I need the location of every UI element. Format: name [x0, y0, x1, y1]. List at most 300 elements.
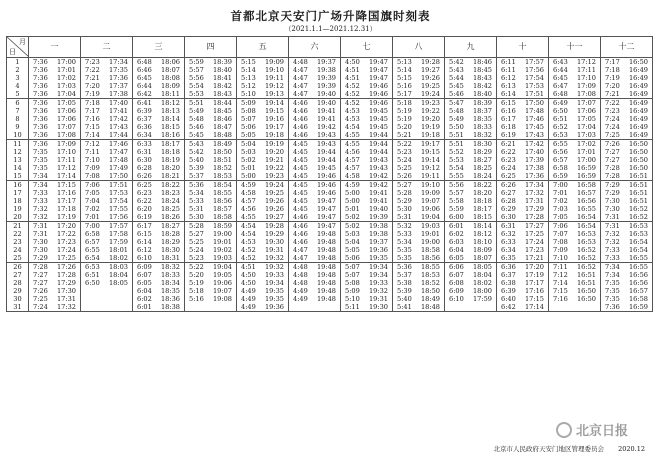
lower-time: 17:01 — [576, 148, 596, 156]
raise-time: 6:36 — [137, 123, 152, 131]
raise-lower-time — [133, 148, 184, 156]
lower-time: 19:34 — [264, 279, 284, 287]
raise-lower-time — [29, 156, 80, 164]
lower-time: 19:41 — [316, 115, 336, 123]
raise-time: 5:38 — [397, 279, 412, 287]
lower-time: 18:09 — [160, 82, 180, 90]
raise-time: 7:30 — [605, 205, 620, 213]
lower-time: 19:35 — [264, 287, 284, 295]
raise-time: 5:59 — [449, 205, 464, 213]
time-cell — [497, 58, 549, 99]
raise-lower-time — [601, 271, 652, 279]
lower-time: 16:49 — [628, 107, 648, 115]
raise-time: 7:10 — [85, 156, 100, 164]
lower-time: 19:28 — [420, 58, 440, 66]
lower-time: 16:51 — [628, 181, 648, 189]
raise-time: 4:52 — [241, 246, 256, 254]
raise-time: 5:22 — [397, 140, 412, 148]
lower-time: 17:25 — [56, 254, 76, 262]
raise-time: 4:51 — [345, 66, 360, 74]
lower-time: 17:48 — [524, 107, 544, 115]
day-group-row — [7, 58, 653, 99]
lower-time: 16:49 — [628, 90, 648, 98]
time-cell — [497, 140, 549, 181]
raise-time: 4:57 — [241, 197, 256, 205]
raise-time: 7:27 — [605, 148, 620, 156]
raise-lower-time — [601, 74, 652, 82]
raise-lower-time — [289, 82, 340, 90]
raise-time: 5:21 — [397, 131, 412, 139]
raise-lower-time — [185, 263, 236, 271]
raise-time: 5:37 — [189, 172, 204, 180]
raise-lower-time — [601, 230, 652, 238]
raise-time: 6:12 — [501, 74, 516, 82]
raise-time: 6:24 — [501, 164, 516, 172]
raise-time: 6:51 — [553, 115, 568, 123]
time-cell — [29, 140, 81, 181]
raise-time: 5:01 — [241, 164, 256, 172]
raise-lower-time — [185, 213, 236, 221]
raise-time: 5:41 — [397, 303, 412, 311]
time-cell — [237, 58, 289, 99]
raise-lower-time — [497, 58, 548, 66]
raise-time: 4:54 — [345, 123, 360, 131]
lower-time: 17:49 — [108, 164, 128, 172]
raise-lower-time — [601, 131, 652, 139]
time-cell — [497, 181, 549, 222]
raise-lower-time — [289, 254, 340, 262]
day-number-cell — [7, 140, 29, 181]
raise-time: 7:06 — [553, 222, 568, 230]
raise-lower-time — [29, 181, 80, 189]
raise-time: 6:04 — [137, 287, 152, 295]
lower-time: 19:29 — [264, 230, 284, 238]
raise-time: 7:36 — [33, 74, 48, 82]
raise-lower-time — [289, 197, 340, 205]
raise-time: 4:48 — [293, 58, 308, 66]
time-cell — [237, 140, 289, 181]
raise-lower-time — [289, 222, 340, 230]
day-number: 17 — [13, 189, 22, 197]
raise-lower-time — [289, 287, 340, 295]
lower-time: 19:42 — [316, 123, 336, 131]
raise-lower-time — [237, 131, 288, 139]
lower-time: 17:32 — [524, 189, 544, 197]
raise-time: 7:15 — [85, 123, 100, 131]
raise-lower-time — [497, 205, 548, 213]
raise-time: 7:22 — [605, 99, 620, 107]
lower-time: 17:18 — [56, 205, 76, 213]
raise-time: 6:21 — [501, 140, 516, 148]
lower-time: 17:59 — [108, 238, 128, 246]
raise-lower-time — [393, 164, 444, 172]
month-label: 月 — [19, 38, 26, 46]
raise-time: 7:31 — [33, 222, 48, 230]
lower-time: 17:58 — [108, 230, 128, 238]
raise-time: 4:54 — [241, 230, 256, 238]
lower-time: 16:52 — [576, 263, 596, 271]
raise-lower-time — [81, 189, 132, 197]
raise-lower-time — [81, 238, 132, 246]
lower-time: 18:33 — [472, 123, 492, 131]
raise-time: 5:36 — [397, 263, 412, 271]
lower-time: 19:38 — [316, 66, 336, 74]
lower-time: 19:47 — [368, 74, 388, 82]
lower-time: 19:37 — [368, 238, 388, 246]
time-cell — [341, 58, 393, 99]
raise-lower-time — [549, 156, 600, 164]
lower-time: 18:03 — [108, 263, 128, 271]
raise-lower-time — [549, 90, 600, 98]
raise-time: 7:11 — [85, 148, 100, 156]
raise-lower-time — [237, 164, 288, 172]
lower-time: 17:57 — [108, 222, 128, 230]
raise-time: 7:36 — [33, 66, 48, 74]
raise-lower-time — [133, 246, 184, 254]
day-number: 22 — [13, 230, 22, 238]
raise-lower-time — [29, 238, 80, 246]
raise-lower-time — [601, 197, 652, 205]
raise-lower-time — [549, 123, 600, 131]
raise-time: 5:51 — [449, 140, 464, 148]
raise-time: 4:47 — [293, 246, 308, 254]
raise-time: 7:28 — [33, 263, 48, 271]
raise-lower-time — [445, 123, 496, 131]
lower-time: 16:50 — [628, 58, 648, 66]
lower-time: 16:56 — [576, 197, 596, 205]
raise-time: 6:33 — [137, 140, 152, 148]
lower-time: 16:57 — [628, 287, 648, 295]
raise-lower-time — [289, 263, 340, 271]
lower-time: 18:50 — [212, 148, 232, 156]
lower-time: 18:07 — [472, 254, 492, 262]
raise-lower-time — [601, 115, 652, 123]
lower-time: 19:23 — [420, 99, 440, 107]
raise-lower-time — [601, 123, 652, 131]
time-cell — [29, 263, 81, 312]
raise-lower-time — [185, 131, 236, 139]
raise-lower-time — [497, 213, 548, 221]
lower-time: 18:01 — [108, 246, 128, 254]
lower-time: 18:32 — [160, 263, 180, 271]
raise-lower-time — [81, 123, 132, 131]
raise-time: 5:45 — [449, 82, 464, 90]
raise-lower-time — [549, 140, 600, 148]
raise-time: 4:50 — [241, 279, 256, 287]
lower-time: 17:32 — [56, 303, 76, 311]
raise-lower-time — [133, 295, 184, 303]
raise-lower-time — [497, 74, 548, 82]
raise-lower-time — [445, 148, 496, 156]
raise-time: 6:42 — [137, 90, 152, 98]
raise-time: 6:44 — [137, 82, 152, 90]
raise-lower-time — [185, 140, 236, 148]
lower-time: 17:25 — [524, 230, 544, 238]
lower-time: 19:39 — [368, 213, 388, 221]
raise-time: 5:19 — [397, 115, 412, 123]
watermark — [556, 420, 628, 439]
lower-time: 18:40 — [472, 90, 492, 98]
raise-time: 6:14 — [501, 90, 516, 98]
time-cell — [81, 222, 133, 263]
raise-time: 5:35 — [397, 254, 412, 262]
lower-time: 19:20 — [264, 148, 284, 156]
raise-time: 5:13 — [397, 58, 412, 66]
raise-lower-time — [185, 238, 236, 246]
raise-time: 6:48 — [553, 90, 568, 98]
raise-time: 6:58 — [553, 164, 568, 172]
lower-time: 18:53 — [420, 271, 440, 279]
raise-time: 4:45 — [293, 164, 308, 172]
raise-time: 7:21 — [85, 74, 100, 82]
lower-time: 18:12 — [472, 230, 492, 238]
raise-lower-time — [133, 123, 184, 131]
raise-time: 4:48 — [293, 271, 308, 279]
raise-time: 4:45 — [293, 189, 308, 197]
raise-time: 6:55 — [553, 140, 568, 148]
raise-lower-time — [81, 148, 132, 156]
lower-time: 19:22 — [420, 107, 440, 115]
raise-time: 6:35 — [501, 254, 516, 262]
lower-time: 19:02 — [212, 246, 232, 254]
raise-lower-time — [549, 148, 600, 156]
day-number: 3 — [15, 74, 20, 82]
raise-time: 7:35 — [605, 295, 620, 303]
raise-lower-time — [445, 115, 496, 123]
lower-time: 19:46 — [316, 189, 336, 197]
raise-lower-time — [445, 189, 496, 197]
raise-lower-time — [237, 230, 288, 238]
raise-lower-time — [393, 107, 444, 115]
lower-time: 17:08 — [56, 131, 76, 139]
raise-time: 6:11 — [501, 58, 516, 66]
lower-time: 17:29 — [524, 205, 544, 213]
lower-time: 18:43 — [472, 74, 492, 82]
raise-lower-time — [185, 82, 236, 90]
raise-time: 6:04 — [449, 246, 464, 254]
raise-lower-time — [445, 82, 496, 90]
lower-time: 18:12 — [160, 99, 180, 107]
raise-lower-time — [289, 90, 340, 98]
raise-time: 6:54 — [85, 254, 100, 262]
lower-time: 18:54 — [212, 181, 232, 189]
lower-time: 18:31 — [160, 254, 180, 262]
raise-time: 4:49 — [241, 295, 256, 303]
lower-time: 19:07 — [420, 197, 440, 205]
raise-lower-time — [237, 303, 288, 311]
lower-time: 18:06 — [160, 58, 180, 66]
day-number: 27 — [13, 271, 22, 279]
day-number: 29 — [13, 287, 22, 295]
raise-time: 5:01 — [345, 205, 360, 213]
lower-time: 16:54 — [628, 238, 648, 246]
raise-lower-time — [445, 205, 496, 213]
lower-time: 18:56 — [212, 197, 232, 205]
raise-lower-time — [29, 172, 80, 180]
lower-time: 16:59 — [628, 303, 648, 311]
raise-lower-time — [445, 164, 496, 172]
raise-lower-time — [393, 303, 444, 311]
raise-time: 7:36 — [33, 99, 48, 107]
time-cell — [185, 140, 237, 181]
raise-time: 4:49 — [293, 295, 308, 303]
raise-time: 4:52 — [241, 254, 256, 262]
raise-lower-time — [445, 238, 496, 246]
lower-time: 18:04 — [108, 271, 128, 279]
lower-time: 16:59 — [576, 164, 596, 172]
raise-time: 6:23 — [137, 189, 152, 197]
lower-time: 16:50 — [628, 140, 648, 148]
lower-time: 18:21 — [160, 172, 180, 180]
footer-organization: 北京市人民政府天安门地区管理委员会 — [493, 445, 605, 453]
lower-time: 19:20 — [420, 115, 440, 123]
lower-time: 16:49 — [628, 99, 648, 107]
raise-time: 6:33 — [501, 238, 516, 246]
lower-time: 18:47 — [212, 123, 232, 131]
raise-time: 5:00 — [345, 197, 360, 205]
lower-time: 18:20 — [160, 164, 180, 172]
lower-time: 17:51 — [524, 90, 544, 98]
raise-lower-time — [393, 74, 444, 82]
raise-time: 4:55 — [345, 140, 360, 148]
raise-time: 6:39 — [501, 287, 516, 295]
raise-time: 4:46 — [293, 131, 308, 139]
day-number: 5 — [15, 90, 20, 98]
raise-lower-time — [497, 181, 548, 189]
lower-time: 17:59 — [472, 295, 492, 303]
raise-time: 5:27 — [397, 181, 412, 189]
raise-time: 6:39 — [137, 107, 152, 115]
raise-lower-time — [81, 254, 132, 262]
raise-lower-time — [29, 131, 80, 139]
lower-time: 18:30 — [160, 246, 180, 254]
raise-time: 4:46 — [293, 107, 308, 115]
raise-time: 7:12 — [553, 271, 568, 279]
raise-time: 4:47 — [293, 66, 308, 74]
raise-time: 7:30 — [33, 238, 48, 246]
raise-time: 7:29 — [605, 189, 620, 197]
raise-lower-time — [289, 123, 340, 131]
raise-lower-time — [393, 90, 444, 98]
raise-lower-time — [549, 164, 600, 172]
raise-lower-time — [29, 140, 80, 148]
raise-time: 6:46 — [137, 66, 152, 74]
raise-time: 5:43 — [449, 66, 464, 74]
time-cell — [549, 181, 601, 222]
time-cell — [393, 99, 445, 140]
lower-time: 18:29 — [160, 238, 180, 246]
raise-time: 7:09 — [85, 164, 100, 172]
raise-time: 4:52 — [345, 99, 360, 107]
raise-time: 7:00 — [553, 181, 568, 189]
lower-time: 18:28 — [160, 230, 180, 238]
lower-time: 19:42 — [368, 172, 388, 180]
raise-lower-time — [29, 148, 80, 156]
raise-lower-time — [29, 189, 80, 197]
lower-time: 19:25 — [264, 189, 284, 197]
raise-lower-time — [81, 156, 132, 164]
lower-time: 18:22 — [160, 181, 180, 189]
raise-time: 5:33 — [189, 197, 204, 205]
raise-time: 5:25 — [397, 164, 412, 172]
lower-time: 17:01 — [56, 66, 76, 74]
raise-lower-time — [393, 148, 444, 156]
lower-time: 18:58 — [420, 246, 440, 254]
raise-lower-time — [133, 115, 184, 123]
raise-lower-time — [81, 131, 132, 139]
lower-time: 17:51 — [108, 181, 128, 189]
raise-lower-time — [133, 156, 184, 164]
raise-time: 4:53 — [241, 238, 256, 246]
raise-time: 7:27 — [33, 271, 48, 279]
raise-time: 5:50 — [449, 123, 464, 131]
raise-time: 7:36 — [33, 140, 48, 148]
raise-lower-time — [445, 222, 496, 230]
raise-time: 5:42 — [189, 148, 204, 156]
lower-time: 17:42 — [108, 115, 128, 123]
raise-time: 5:49 — [189, 107, 204, 115]
raise-lower-time — [341, 115, 392, 123]
lower-time: 19:05 — [212, 271, 232, 279]
lower-time: 18:14 — [472, 222, 492, 230]
raise-lower-time — [237, 123, 288, 131]
lower-time: 19:14 — [420, 156, 440, 164]
lower-time: 18:50 — [420, 287, 440, 295]
day-group-row — [7, 99, 653, 140]
raise-time: 6:53 — [85, 263, 100, 271]
lower-time: 18:26 — [160, 213, 180, 221]
lower-time: 17:23 — [524, 246, 544, 254]
time-cell — [289, 58, 341, 99]
raise-time: 7:33 — [33, 197, 48, 205]
lower-time: 19:18 — [264, 131, 284, 139]
raise-time: 5:47 — [449, 99, 464, 107]
raise-time: 5:46 — [189, 123, 204, 131]
raise-time: 7:30 — [605, 197, 620, 205]
raise-time: 5:23 — [189, 254, 204, 262]
raise-lower-time — [133, 263, 184, 271]
time-cell — [133, 263, 185, 312]
raise-time: 4:57 — [345, 156, 360, 164]
raise-lower-time — [133, 99, 184, 107]
lower-time: 18:40 — [212, 66, 232, 74]
raise-time: 6:08 — [449, 279, 464, 287]
raise-lower-time — [81, 58, 132, 66]
date-range-subtitle: （2021.1.1—2021.12.31） — [284, 25, 377, 33]
raise-time: 6:25 — [137, 181, 152, 189]
raise-time: 6:03 — [449, 238, 464, 246]
raise-lower-time — [133, 287, 184, 295]
raise-time: 6:52 — [553, 123, 568, 131]
raise-time: 5:43 — [189, 140, 204, 148]
lower-time: 16:54 — [576, 222, 596, 230]
raise-lower-time — [445, 254, 496, 262]
lower-time: 17:28 — [524, 213, 544, 221]
raise-lower-time — [29, 66, 80, 74]
lower-time: 19:09 — [264, 58, 284, 66]
lower-time: 19:21 — [264, 156, 284, 164]
lower-time: 16:55 — [628, 263, 648, 271]
raise-lower-time — [549, 213, 600, 221]
raise-time: 4:46 — [293, 213, 308, 221]
raise-lower-time — [81, 99, 132, 107]
lower-time: 18:23 — [160, 189, 180, 197]
lower-time: 18:35 — [472, 115, 492, 123]
day-number: 31 — [13, 303, 22, 311]
lower-time: 17:06 — [576, 107, 596, 115]
raise-lower-time — [289, 181, 340, 189]
watermark-text: 北京日报 — [576, 424, 629, 439]
